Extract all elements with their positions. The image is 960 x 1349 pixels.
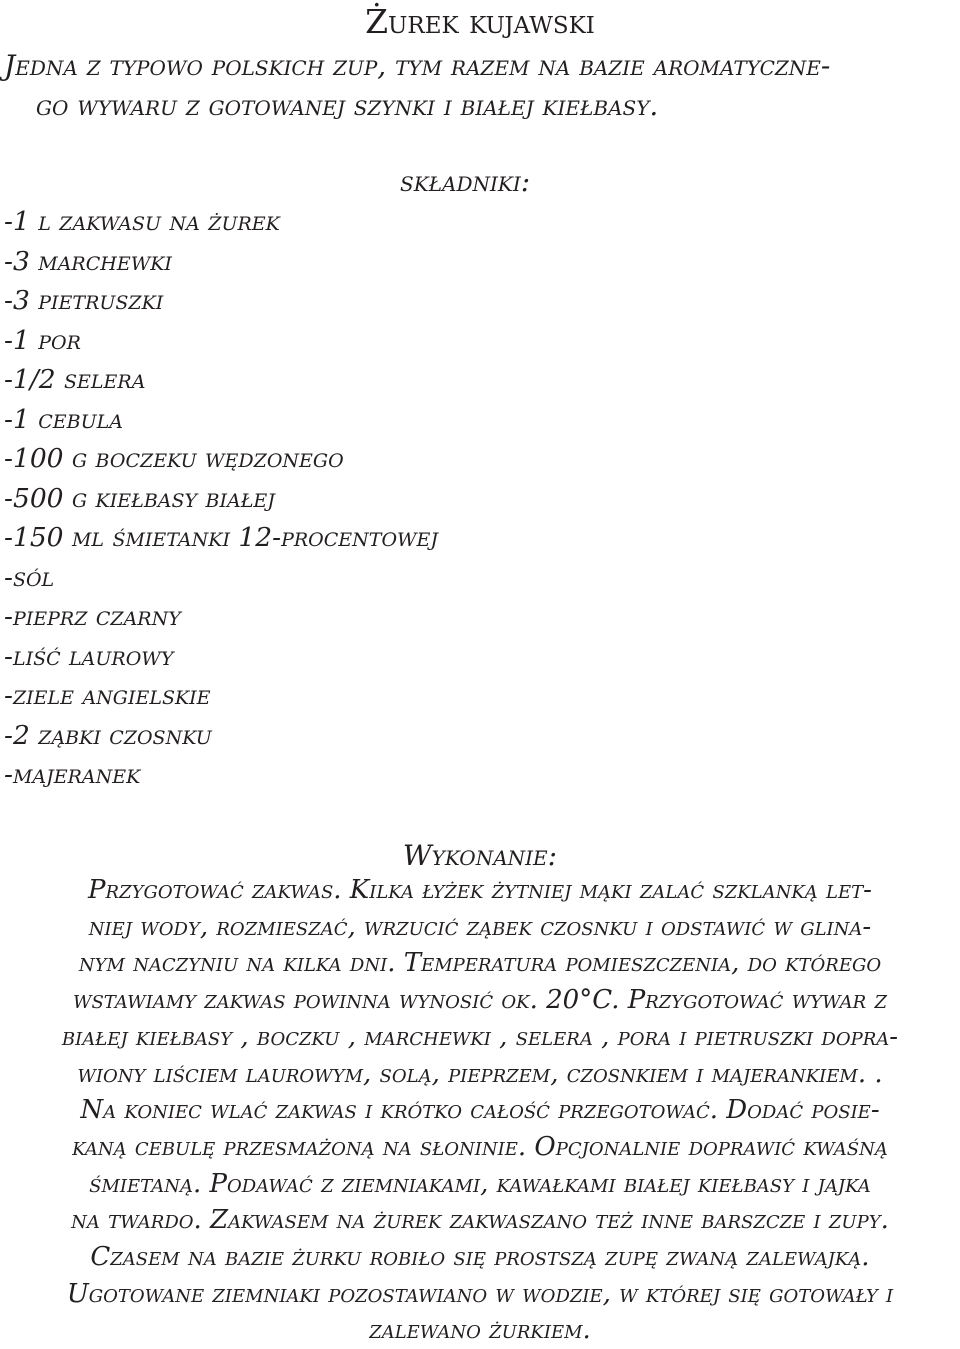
- ingredients-heading: składniki:: [400, 165, 531, 198]
- preparation-line: Ugotowane ziemniaki pozostawiano w wodzie, w której się gotowały i: [66, 1278, 894, 1309]
- ingredient-item: -liść laurowy: [4, 640, 174, 672]
- preparation-line: zalewano żurkiem.: [369, 1315, 591, 1346]
- preparation-text: [4, 872, 956, 1349]
- preparation-line: na twardo. Zakwasem na żurek zakwaszano też inne barszcze i zupy.: [71, 1205, 889, 1236]
- preparation-line: białej kiełbasy , boczku , marchewki , selera , pora i pietruszki dopra-: [61, 1021, 899, 1052]
- preparation-line: wstawiamy zakwas powinna wynosić ok. 20°C. Przygotować wywar z: [72, 985, 888, 1016]
- preparation-line: Przygotować zakwas. Kilka łyżek żytniej mąki zalać szklanką let-: [88, 875, 872, 905]
- ingredient-item: -1/2 selera: [4, 364, 146, 395]
- ingredient-item: -500 g kiełbasy białej: [4, 482, 275, 514]
- ingredient-item: -100 g boczeku wędzonego: [4, 443, 344, 474]
- intro-line: Jedna z typowo polskich zup, tym razem na bazie aromatyczne-: [4, 49, 831, 82]
- ingredient-item: -sól: [4, 561, 55, 593]
- ingredient-item: -3 marchewki: [4, 245, 172, 277]
- ingredient-item: -pieprz czarny: [4, 601, 181, 632]
- ingredient-item: -2 ząbki czosnku: [4, 719, 212, 751]
- ingredient-item: -1 l zakwasu na żurek: [4, 206, 280, 237]
- preparation-line: wiony liściem laurowym, solą, pieprzem, czosnkiem i majerankiem. .: [77, 1058, 883, 1089]
- ingredient-item: -150 ml śmietanki 12-procentowej: [4, 522, 439, 553]
- recipe-title: Żurek kujawski: [365, 2, 595, 41]
- ingredient-item: -1 por: [4, 324, 81, 356]
- ingredient-item: -1 cebula: [4, 403, 123, 435]
- ingredient-item: -3 pietruszki: [4, 285, 164, 316]
- preparation-line: śmietaną. Podawać z ziemniakami, kawałkami białej kiełbasy i jajka: [89, 1168, 871, 1199]
- preparation-line: nym naczyniu na kilka dni. Temperatura pomieszczenia, do którego: [78, 948, 882, 979]
- preparation-heading: Wykonanie:: [402, 839, 558, 872]
- preparation-line: kaną cebulę przesmażoną na słoninie. Opcjonalnie doprawić kwaśną: [72, 1131, 888, 1162]
- preparation-line: Na koniec wlać zakwas i krótko całość przegotować. Dodać posie-: [80, 1095, 880, 1126]
- ingredients-list: [4, 202, 438, 795]
- ingredient-item: -ziele angielskie: [4, 680, 211, 711]
- preparation-line: niej wody, rozmieszać, wrzucić ząbek czosnku i odstawić w glina-: [88, 911, 872, 942]
- intro-line: go wywaru z gotowanej szynki i białej kiełbasy.: [36, 89, 659, 122]
- recipe-intro: [4, 46, 956, 126]
- ingredient-item: -majeranek: [4, 759, 141, 790]
- preparation-line: Czasem na bazie żurku robiło się prostszą zupę zwaną zalewajką.: [90, 1242, 870, 1273]
